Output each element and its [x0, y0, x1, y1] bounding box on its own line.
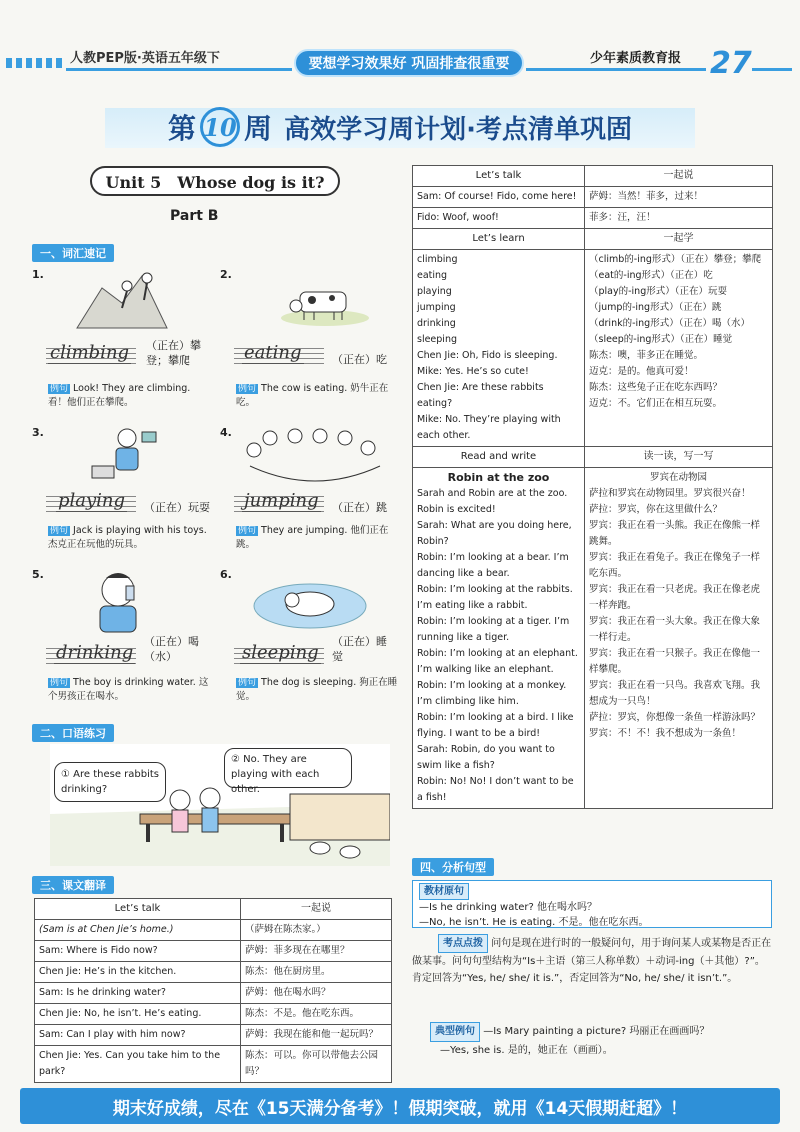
col-header-english: Let’s talk — [413, 166, 585, 187]
table-row — [35, 962, 392, 983]
section-translate-heading: 三、课文翻译 — [32, 876, 114, 894]
section-analysis-heading: 四、分析句型 — [412, 858, 494, 876]
story-title-en: Robin at the zoo — [447, 471, 550, 484]
col-header-chinese: 一起说 — [240, 899, 391, 920]
dialog-line: Chen Jie: Oh, Fido is sleeping. — [417, 350, 558, 361]
story-line: Sarah: Robin, do you want to swim like a fish? — [417, 744, 555, 771]
cell-en: Sam: Can I play with him now? — [35, 1025, 241, 1046]
item-number: 4. — [220, 426, 232, 439]
vocab-example — [236, 676, 400, 704]
learn-meaning: （play的-ing形式）（正在）玩耍 — [589, 286, 727, 297]
vocab-item — [32, 268, 212, 418]
story-line-cn: 罗宾：我正在看一只猴子。我正在像他一样攀爬。 — [589, 648, 761, 675]
header-slogan: 要想学习效果好 巩固排查很重要 — [294, 49, 524, 77]
story-line-cn: 罗宾：我正在看一只鸟。我喜欢飞翔。我想成为一只鸟！ — [589, 680, 761, 707]
page-title — [110, 105, 690, 149]
vocab-word: climbing — [50, 342, 130, 363]
story-line: Robin: I’m looking at a tiger. I’m running like a tiger. — [417, 616, 570, 643]
cell-cn: 陈杰：可以。你可以带他去公园吗？ — [240, 1046, 391, 1083]
textbook-sentence-box — [412, 880, 772, 928]
col-header-english: Read and write — [413, 447, 585, 468]
learn-meaning: （drink的-ing形式）（正在）喝（水） — [589, 318, 750, 329]
book-edition: 人教PEP版·英语五年级下 — [70, 51, 220, 66]
vocab-example — [236, 524, 396, 552]
table-row — [35, 983, 392, 1004]
learn-meaning: （eat的-ing形式）（正在）吃 — [589, 270, 713, 281]
story-line: Robin: No! No! I don’t want to be a fish! — [417, 776, 574, 803]
example-tag: 例句 — [50, 678, 69, 688]
unit-title: Unit 5 Whose dog is it? — [90, 166, 340, 196]
story-line: Robin: I’m looking at a monkey. I’m climbing like him. — [417, 680, 567, 707]
cell-en: Chen Jie: He’s in the kitchen. — [35, 962, 241, 983]
table-row — [413, 250, 773, 447]
textbook-sentence-answer: —No, he isn’t. He is eating. 不是。他在吃东西。 — [419, 917, 649, 928]
table-row — [35, 1025, 392, 1046]
example-tag: 例句 — [50, 526, 69, 536]
vocab-meaning: （正在）喝（水） — [144, 635, 199, 663]
dialog-line-cn: 陈杰：噢，菲多正在睡觉。 — [589, 350, 704, 361]
cell-en: Chen Jie: Yes. Can you take him to the park? — [35, 1046, 241, 1083]
col-header-english: Let’s talk — [35, 899, 241, 920]
vocab-word: jumping — [244, 490, 319, 511]
learn-word: playing — [417, 286, 452, 297]
item-number: 1. — [32, 268, 44, 281]
title-main: 高效学习周计划·考点清单巩固 — [284, 114, 632, 145]
item-number: 5. — [32, 568, 44, 581]
story-line: Sarah: What are you doing here, Robin? — [417, 520, 572, 547]
footer-banner: 期末好成绩，尽在《15天满分备考》！假期突破，就用《14天假期赶超》！ — [20, 1088, 780, 1124]
typical-example-tag: 典型例句 — [430, 1022, 480, 1042]
story-line-cn: 罗宾：我正在看一只老虎。我正在像老虎一样奔跑。 — [589, 584, 761, 611]
cell-cn: （萨姆在陈杰家。） — [240, 920, 391, 941]
part-label: Part B — [170, 208, 219, 224]
dialog-line-cn: 迈克：不。它们正在相互玩耍。 — [589, 398, 723, 409]
vocab-meaning: （正在）跳 — [332, 501, 387, 514]
learn-word: eating — [417, 270, 448, 281]
drinking-illustration — [82, 568, 162, 634]
jumping-illustration — [240, 426, 390, 486]
table-row — [413, 187, 773, 208]
translation-table — [34, 898, 392, 1083]
cell-en — [413, 468, 585, 809]
publication-name: 少年素质教育报 — [590, 51, 682, 66]
example-text: The dog is sleeping. 狗正在睡觉。 — [236, 677, 398, 702]
col-header-english: Let’s learn — [413, 229, 585, 250]
cell-en: Chen Jie: No, he isn’t. He’s eating. — [35, 1004, 241, 1025]
table-row — [413, 468, 773, 809]
dialog-line-cn: 迈克：是的。他真可爱！ — [589, 366, 694, 377]
story-title-cn: 罗宾在动物园 — [649, 472, 707, 483]
learn-meaning: （climb的-ing形式）（正在）攀登；攀爬 — [589, 254, 762, 265]
vocab-word: sleeping — [242, 642, 319, 663]
story-line: Robin: I’m looking at a bear. I’m dancing like a bear. — [417, 552, 569, 579]
dialog-line: Mike: Yes. He’s so cute! — [417, 366, 529, 377]
vocab-word: eating — [244, 342, 302, 363]
vocab-meaning: （正在）吃 — [332, 353, 387, 366]
page-header — [0, 0, 800, 82]
cell-cn: 萨姆：菲多现在在哪里？ — [240, 941, 391, 962]
header-rule-end — [752, 68, 792, 71]
exam-point-tag: 考点点拨 — [438, 934, 488, 953]
example-tag: 例句 — [238, 384, 257, 394]
cell-cn: 萨姆：当然！菲多，过来！ — [585, 187, 773, 208]
cell-en: (Sam is at Chen Jie’s home.) — [35, 920, 241, 941]
dialog-line-cn: 陈杰：这些兔子正在吃东西吗？ — [589, 382, 723, 393]
cell-en: Fido: Woof, woof! — [413, 208, 585, 229]
col-header-chinese: 一起说 — [585, 166, 773, 187]
text-translation-table — [412, 165, 772, 809]
story-line: Sarah and Robin are at the zoo. Robin is excited! — [417, 488, 568, 515]
item-number: 3. — [32, 426, 44, 439]
cell-en: Sam: Is he drinking water? — [35, 983, 241, 1004]
cell-cn: 陈杰：他在厨房里。 — [240, 962, 391, 983]
header-rule-right — [526, 68, 706, 71]
cell-en — [413, 250, 585, 447]
example-tag: 例句 — [50, 384, 69, 394]
header-stripes — [6, 58, 66, 68]
speech-bubble-question: ① Are these rabbits drinking? — [54, 762, 166, 802]
typical-example — [412, 1022, 772, 1060]
example-text: They are jumping. 他们正在跳。 — [236, 525, 389, 550]
table-row — [413, 208, 773, 229]
story-line-cn: 罗宾：我正在看兔子。我正在像兔子一样吃东西。 — [589, 552, 761, 579]
cell-en: Sam: Where is Fido now? — [35, 941, 241, 962]
cell-cn: 陈杰：不是。他在吃东西。 — [240, 1004, 391, 1025]
dialog-line: Chen Jie: Are these rabbits eating? — [417, 382, 544, 409]
vocab-grid — [32, 268, 400, 702]
page-number: 27 — [710, 46, 752, 81]
title-prefix: 第 — [168, 112, 197, 145]
dialog-line: Mike: No. They’re playing with each other. — [417, 414, 561, 441]
vocab-example — [48, 524, 208, 552]
story-line-cn: 萨拉和罗宾在动物园里。罗宾很兴奋！ — [589, 488, 751, 499]
vocab-meaning: （正在）睡觉 — [332, 635, 387, 663]
table-row — [35, 1004, 392, 1025]
example-text: The boy is drinking water. 这个男孩正在喝水。 — [48, 677, 209, 702]
table-row — [35, 920, 392, 941]
vocab-item — [32, 568, 212, 708]
learn-word: climbing — [417, 254, 458, 265]
vocab-example — [48, 382, 208, 410]
vocab-word: drinking — [56, 642, 134, 663]
example-text: The cow is eating. 奶牛正在吃。 — [236, 383, 389, 408]
vocab-item — [32, 426, 212, 566]
playing-illustration — [82, 426, 172, 482]
example-text: Look! They are climbing. 看！他们正在攀爬。 — [48, 383, 191, 408]
speech-bubble-answer: ② No. They are playing with each other. — [224, 748, 352, 788]
col-header-chinese: 一起学 — [585, 229, 773, 250]
vocab-item — [220, 426, 400, 566]
cell-cn — [585, 468, 773, 809]
learn-word: drinking — [417, 318, 456, 329]
exam-point — [412, 934, 772, 987]
textbook-sentence-question: —Is he drinking water? 他在喝水吗？ — [419, 902, 597, 913]
title-suffix: 周 — [244, 112, 273, 145]
example-tag: 例句 — [238, 526, 257, 536]
typical-example-question: —Is Mary painting a picture? 玛丽正在画画吗？ — [483, 1026, 710, 1037]
example-text: Jack is playing with his toys. 杰克正在玩他的玩具。 — [48, 525, 207, 550]
learn-meaning: （jump的-ing形式）（正在）跳 — [589, 302, 722, 313]
week-number-badge: 10 — [200, 107, 240, 147]
typical-example-answer: —Yes, she is. 是的，她正在（画画）。 — [440, 1045, 613, 1056]
table-row — [35, 1046, 392, 1083]
exam-point-text: 问句是现在进行时的一般疑问句，用于询问某人或某物是否正在做某事。问句句型结构为“Is＋主语（第三人称单数）＋动词-ing（＋其他）?”。肯定回答为“Yes, he/ she/ it is.”，否定回答为“No, he/ she/ it isn’t.”。 — [412, 938, 772, 984]
story-line: Robin: I’m looking at a bird. I like flying. I want to be a bird! — [417, 712, 574, 739]
item-number: 2. — [220, 268, 232, 281]
section-oral-heading: 二、口语练习 — [32, 724, 114, 742]
table-row — [35, 941, 392, 962]
vocab-item — [220, 268, 400, 418]
climbing-illustration — [72, 268, 172, 330]
cell-cn: 萨姆：我现在能和他一起玩吗？ — [240, 1025, 391, 1046]
vocab-item — [220, 568, 400, 708]
learn-word: jumping — [417, 302, 456, 313]
story-line-cn: 罗宾：我正在看一头熊。我正在像熊一样跳舞。 — [589, 520, 761, 547]
cow-illustration — [270, 274, 370, 330]
example-tag: 例句 — [238, 678, 257, 688]
cell-cn — [585, 250, 773, 447]
story-line-cn: 罗宾：我正在看一头大象。我正在像大象一样行走。 — [589, 616, 761, 643]
sleeping-dog-illustration — [250, 576, 370, 630]
col-header-chinese: 读一读，写一写 — [585, 447, 773, 468]
vocab-word: playing — [58, 490, 126, 511]
vocab-meaning: （正在）玩耍 — [144, 501, 210, 514]
story-line-cn: 萨拉：罗宾，你在这里做什么？ — [589, 504, 723, 515]
story-line: Robin: I’m looking at an elephant. I’m walking like an elephant. — [417, 648, 578, 675]
story-line-cn: 罗宾：不！不！我不想成为一条鱼！ — [589, 728, 742, 739]
cell-cn: 菲多：汪，汪！ — [585, 208, 773, 229]
story-line: Robin: I’m looking at the rabbits. I’m eating like a rabbit. — [417, 584, 573, 611]
story-line-cn: 萨拉：罗宾，你想像一条鱼一样游泳吗？ — [589, 712, 761, 723]
learn-meaning: （sleep的-ing形式）（正在）睡觉 — [589, 334, 733, 345]
textbook-sentence-tag: 教材原句 — [419, 883, 469, 900]
section-vocab-heading: 一、词汇速记 — [32, 244, 114, 262]
cell-cn: 萨姆：他在喝水吗？ — [240, 983, 391, 1004]
header-rule-left — [66, 68, 292, 71]
vocab-meaning: （正在）攀登；攀爬 — [146, 339, 201, 367]
cell-en: Sam: Of course! Fido, come here! — [413, 187, 585, 208]
vocab-example — [236, 382, 396, 410]
vocab-example — [48, 676, 212, 704]
item-number: 6. — [220, 568, 232, 581]
learn-word: sleeping — [417, 334, 457, 345]
